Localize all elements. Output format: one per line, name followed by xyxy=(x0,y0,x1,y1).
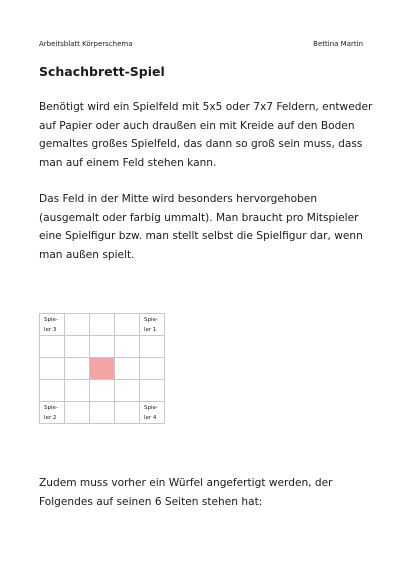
board-cell xyxy=(65,336,90,358)
header-right: Bettina Martin xyxy=(313,40,363,48)
board-cell xyxy=(140,336,165,358)
board-cell xyxy=(40,358,65,380)
player-4-label: Spie-ler 4 xyxy=(144,405,158,421)
board-cell xyxy=(65,380,90,402)
page-header xyxy=(39,40,363,48)
player-3-label: Spie-ler 3 xyxy=(44,317,58,333)
board-cell xyxy=(90,380,115,402)
board-row xyxy=(40,336,165,358)
board-cell xyxy=(115,358,140,380)
board-center-cell xyxy=(90,358,115,380)
board-cell xyxy=(40,336,65,358)
board-cell-player-2 xyxy=(40,402,65,424)
board-row xyxy=(40,358,165,380)
board-cell xyxy=(90,336,115,358)
board-cell xyxy=(140,358,165,380)
board-cell xyxy=(65,402,90,424)
board-cell xyxy=(115,402,140,424)
board-cell-player-3 xyxy=(40,314,65,336)
board-row xyxy=(40,380,165,402)
player-2-label: Spie-ler 2 xyxy=(44,405,58,421)
page-title: Schachbrett-Spiel xyxy=(39,64,165,79)
board-cell-player-1 xyxy=(140,314,165,336)
board-cell xyxy=(90,314,115,336)
board-cell xyxy=(40,380,65,402)
paragraph-center-field: Das Feld in der Mitte wird besonders hervorgehoben (ausgemalt oder farbig ummalt). Man braucht pro Mitspieler eine Spielfigur bzw. man stellt selbst die Spielfigur dar, wenn man außen spielt. xyxy=(39,193,363,261)
player-1-label: Spie-ler 1 xyxy=(144,317,158,333)
paragraph-dice: Zudem muss vorher ein Würfel angefertigt werden, der Folgendes auf seinen 6 Seiten stehen hat: xyxy=(39,477,333,508)
board-cell xyxy=(115,380,140,402)
board-cell-player-4 xyxy=(140,402,165,424)
board-cell xyxy=(65,358,90,380)
game-board xyxy=(39,313,165,424)
board-cell xyxy=(115,314,140,336)
board-row xyxy=(40,402,165,424)
board-cell xyxy=(90,402,115,424)
paragraph-intro: Benötigt wird ein Spielfeld mit 5x5 oder 7x7 Feldern, entweder auf Papier oder auch draußen ein mit Kreide auf den Boden gemaltes großes Spielfeld, das dann so groß sein muss, dass man auf einem Feld stehen kann. xyxy=(39,101,373,169)
board-cell xyxy=(65,314,90,336)
board-cell xyxy=(115,336,140,358)
board-cell xyxy=(140,380,165,402)
board-row xyxy=(40,314,165,336)
header-left: Arbeitsblatt Körperschema xyxy=(39,40,133,48)
